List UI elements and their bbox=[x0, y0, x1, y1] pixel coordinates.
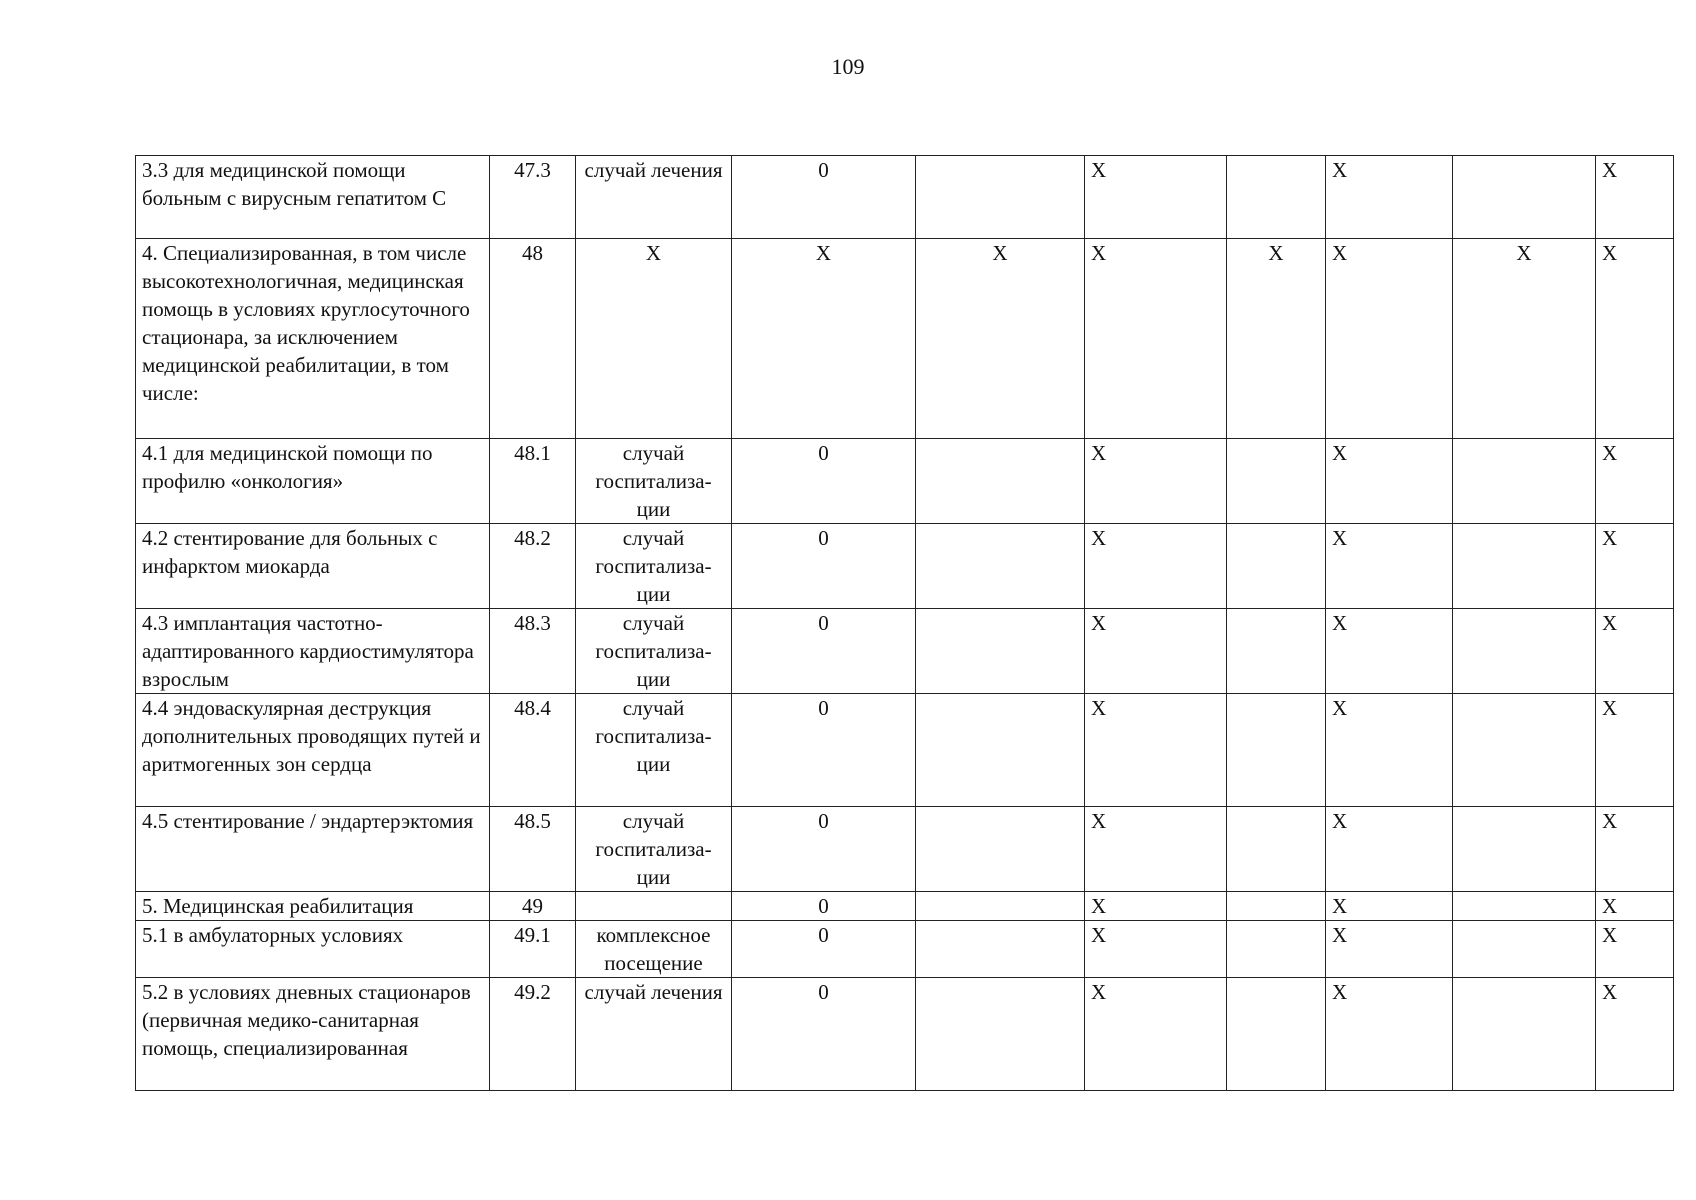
row-code-cell: 48.3 bbox=[490, 609, 576, 694]
row-value-cell bbox=[1227, 892, 1326, 921]
row-unit-cell: случай госпитализа-ции bbox=[576, 609, 732, 694]
table-row bbox=[136, 156, 1674, 239]
row-value-cell bbox=[916, 892, 1085, 921]
row-value-cell bbox=[1453, 609, 1596, 694]
row-value-cell bbox=[1227, 921, 1326, 978]
row-value-cell bbox=[1227, 807, 1326, 892]
row-value-cell: X bbox=[1596, 892, 1674, 921]
row-code-cell: 49.1 bbox=[490, 921, 576, 978]
row-unit-cell: случай госпитализа-ции bbox=[576, 807, 732, 892]
row-value-cell: X bbox=[1596, 156, 1674, 239]
row-name-cell: 4. Специализированная, в том числе высокотехнологичная, медицинская помощь в условиях круглосуточного стационара, за исключением медицинской реабилитации, в том числе: bbox=[136, 239, 490, 439]
row-value-cell bbox=[1453, 156, 1596, 239]
row-value-cell bbox=[916, 921, 1085, 978]
row-value-cell: X bbox=[1085, 694, 1227, 807]
row-value-cell: X bbox=[1326, 978, 1453, 1091]
row-value-cell: X bbox=[1326, 156, 1453, 239]
row-value-cell: X bbox=[1085, 978, 1227, 1091]
row-value-cell: X bbox=[1326, 439, 1453, 524]
row-value-cell: X bbox=[1326, 807, 1453, 892]
row-value-cell: X bbox=[1596, 239, 1674, 439]
row-value-cell: X bbox=[1596, 807, 1674, 892]
row-name-cell: 5.1 в амбулаторных условиях bbox=[136, 921, 490, 978]
row-value-cell: X bbox=[1085, 892, 1227, 921]
table-row bbox=[136, 921, 1674, 978]
row-value-cell: X bbox=[1085, 239, 1227, 439]
row-unit-cell: случай лечения bbox=[576, 156, 732, 239]
table-row bbox=[136, 609, 1674, 694]
row-code-cell: 48.5 bbox=[490, 807, 576, 892]
row-value-cell: X bbox=[1596, 524, 1674, 609]
row-value-cell: X bbox=[916, 239, 1085, 439]
row-name-cell: 5. Медицинская реабилитация bbox=[136, 892, 490, 921]
row-unit-cell: случай госпитализа-ции bbox=[576, 694, 732, 807]
row-value-cell: X bbox=[1596, 978, 1674, 1091]
row-value-cell bbox=[1453, 978, 1596, 1091]
row-unit-cell: случай госпитализа-ции bbox=[576, 524, 732, 609]
row-value-cell: 0 bbox=[732, 694, 916, 807]
row-value-cell: X bbox=[1085, 921, 1227, 978]
row-name-cell: 4.1 для медицинской помощи по профилю «онкология» bbox=[136, 439, 490, 524]
row-value-cell: X bbox=[1085, 807, 1227, 892]
row-value-cell: X bbox=[1326, 524, 1453, 609]
row-value-cell bbox=[1453, 694, 1596, 807]
row-unit-cell: случай лечения bbox=[576, 978, 732, 1091]
row-value-cell bbox=[1227, 524, 1326, 609]
row-value-cell bbox=[916, 978, 1085, 1091]
row-value-cell bbox=[1227, 694, 1326, 807]
row-value-cell: X bbox=[1085, 609, 1227, 694]
row-value-cell: X bbox=[1085, 439, 1227, 524]
table-row bbox=[136, 694, 1674, 807]
row-value-cell: X bbox=[1596, 921, 1674, 978]
row-value-cell: X bbox=[1326, 892, 1453, 921]
row-value-cell bbox=[916, 694, 1085, 807]
row-name-cell: 4.3 имплантация частотно-адаптированного кардиостимулятора взрослым bbox=[136, 609, 490, 694]
row-value-cell bbox=[916, 807, 1085, 892]
row-unit-cell: X bbox=[576, 239, 732, 439]
row-name-cell: 4.2 стентирование для больных с инфарктом миокарда bbox=[136, 524, 490, 609]
row-value-cell: X bbox=[1596, 694, 1674, 807]
row-value-cell: X bbox=[1227, 239, 1326, 439]
row-value-cell: 0 bbox=[732, 609, 916, 694]
row-value-cell bbox=[916, 439, 1085, 524]
row-code-cell: 49 bbox=[490, 892, 576, 921]
row-code-cell: 49.2 bbox=[490, 978, 576, 1091]
row-value-cell bbox=[916, 524, 1085, 609]
row-value-cell: 0 bbox=[732, 921, 916, 978]
row-unit-cell: случай госпитализа-ции bbox=[576, 439, 732, 524]
row-value-cell: X bbox=[1085, 156, 1227, 239]
row-name-cell: 4.4 эндоваскулярная деструкция дополнительных проводящих путей и аритмогенных зон сердца bbox=[136, 694, 490, 807]
row-value-cell bbox=[1227, 156, 1326, 239]
table-row bbox=[136, 978, 1674, 1091]
row-value-cell: X bbox=[1326, 609, 1453, 694]
row-value-cell bbox=[1453, 807, 1596, 892]
row-code-cell: 48 bbox=[490, 239, 576, 439]
row-value-cell: 0 bbox=[732, 524, 916, 609]
table-row bbox=[136, 892, 1674, 921]
table-row bbox=[136, 807, 1674, 892]
row-value-cell: 0 bbox=[732, 156, 916, 239]
data-table bbox=[135, 155, 1674, 1091]
row-value-cell bbox=[1227, 978, 1326, 1091]
row-code-cell: 48.4 bbox=[490, 694, 576, 807]
row-value-cell: 0 bbox=[732, 978, 916, 1091]
row-value-cell: X bbox=[1326, 921, 1453, 978]
row-code-cell: 48.1 bbox=[490, 439, 576, 524]
row-name-cell: 5.2 в условиях дневных стационаров (первичная медико-санитарная помощь, специализированная bbox=[136, 978, 490, 1091]
row-code-cell: 48.2 bbox=[490, 524, 576, 609]
row-value-cell: X bbox=[1085, 524, 1227, 609]
row-value-cell bbox=[1453, 892, 1596, 921]
row-value-cell bbox=[1227, 439, 1326, 524]
page-number: 109 bbox=[831, 54, 865, 79]
row-value-cell: 0 bbox=[732, 892, 916, 921]
table-row bbox=[136, 439, 1674, 524]
row-value-cell: X bbox=[1596, 439, 1674, 524]
row-value-cell bbox=[1453, 439, 1596, 524]
row-value-cell: 0 bbox=[732, 807, 916, 892]
row-value-cell bbox=[1453, 921, 1596, 978]
row-value-cell bbox=[916, 156, 1085, 239]
row-unit-cell bbox=[576, 892, 732, 921]
table-row bbox=[136, 524, 1674, 609]
row-code-cell: 47.3 bbox=[490, 156, 576, 239]
row-value-cell bbox=[1453, 524, 1596, 609]
row-name-cell: 4.5 стентирование / эндартерэктомия bbox=[136, 807, 490, 892]
row-value-cell: X bbox=[1596, 609, 1674, 694]
row-name-cell: 3.3 для медицинской помощи больным с вирусным гепатитом С bbox=[136, 156, 490, 239]
row-value-cell: X bbox=[1326, 239, 1453, 439]
row-unit-cell: комплексное посещение bbox=[576, 921, 732, 978]
row-value-cell bbox=[916, 609, 1085, 694]
table-row bbox=[136, 239, 1674, 439]
row-value-cell: X bbox=[1453, 239, 1596, 439]
row-value-cell: X bbox=[732, 239, 916, 439]
row-value-cell: X bbox=[1326, 694, 1453, 807]
row-value-cell bbox=[1227, 609, 1326, 694]
row-value-cell: 0 bbox=[732, 439, 916, 524]
